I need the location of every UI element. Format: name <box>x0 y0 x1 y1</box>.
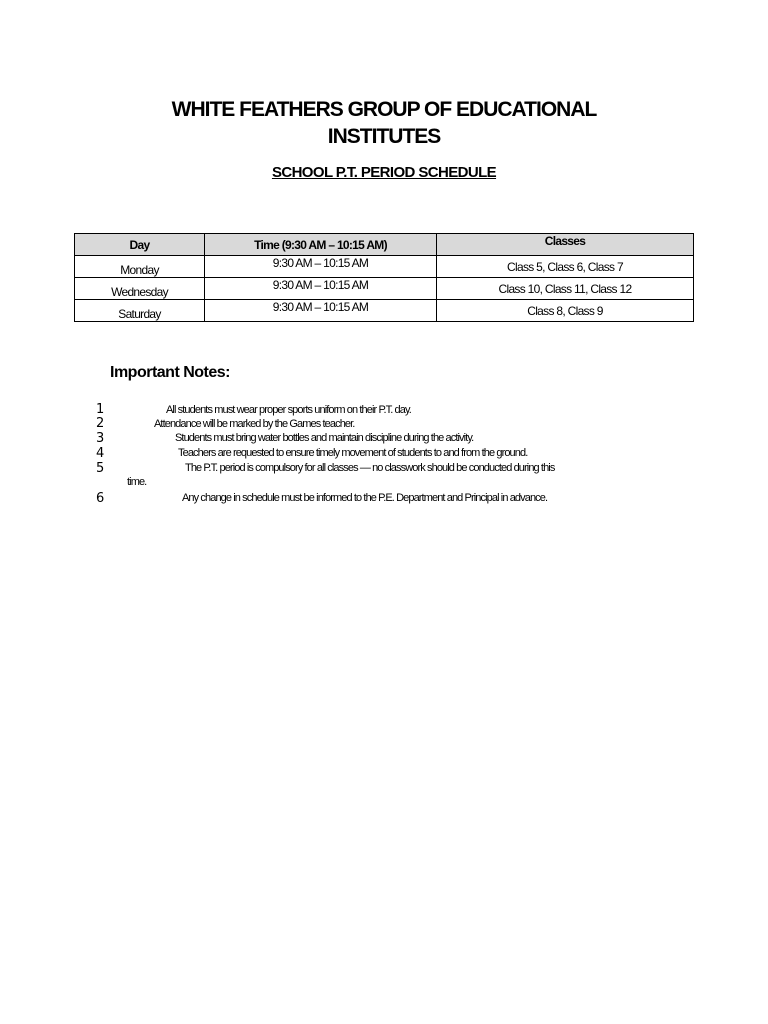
cell-day: Monday <box>75 256 205 278</box>
cell-classes: Class 5, Class 6, Class 7 <box>437 256 694 278</box>
document-subtitle: SCHOOL P.T. PERIOD SCHEDULE <box>271 164 497 181</box>
cell-time: 9:30 AM – 10:15 AM <box>205 278 437 300</box>
list-item: Any change in schedule must be informed to the P.E. Department and Principal in advance. <box>182 492 548 504</box>
cell-time: 9:30 AM – 10:15 AM <box>205 300 437 322</box>
list-item-number: 1 <box>96 402 105 417</box>
list-item-number: 5 <box>96 461 105 476</box>
table-row <box>75 278 694 300</box>
list-item-number: 3 <box>96 431 105 446</box>
list-item-number: 4 <box>96 446 105 461</box>
table-row <box>75 256 694 278</box>
list-item: The P.T. period is compulsory for all classes — no classwork should be conducted during this <box>185 462 555 474</box>
document-title <box>0 96 768 150</box>
title-line-2: INSTITUTES <box>327 125 441 148</box>
list-item: All students must wear proper sports uniform on their P.T. day. <box>166 404 411 416</box>
cell-classes: Class 10, Class 11, Class 12 <box>437 278 694 300</box>
header-day: Day <box>75 234 205 256</box>
cell-time: 9:30 AM – 10:15 AM <box>205 256 437 278</box>
list-item-number: 6 <box>96 491 105 506</box>
cell-day: Saturday <box>75 300 205 322</box>
list-item: Teachers are requested to ensure timely movement of students to and from the ground. <box>178 447 528 459</box>
list-item: Attendance will be marked by the Games teacher. <box>154 418 355 430</box>
list-item-continuation: time. <box>127 476 147 488</box>
cell-classes: Class 8, Class 9 <box>437 300 694 322</box>
cell-day: Wednesday <box>75 278 205 300</box>
notes-heading: Important Notes: <box>110 364 230 381</box>
header-time: Time (9:30 AM – 10:15 AM) <box>205 234 437 256</box>
table-header-row <box>75 234 694 256</box>
table-row <box>75 300 694 322</box>
list-item-number: 2 <box>96 416 105 431</box>
title-line-1: WHITE FEATHERS GROUP OF EDUCATIONAL <box>171 98 597 121</box>
schedule-table <box>74 233 694 322</box>
list-item: Students must bring water bottles and maintain discipline during the activity. <box>175 432 474 444</box>
header-classes: Classes <box>437 234 694 256</box>
